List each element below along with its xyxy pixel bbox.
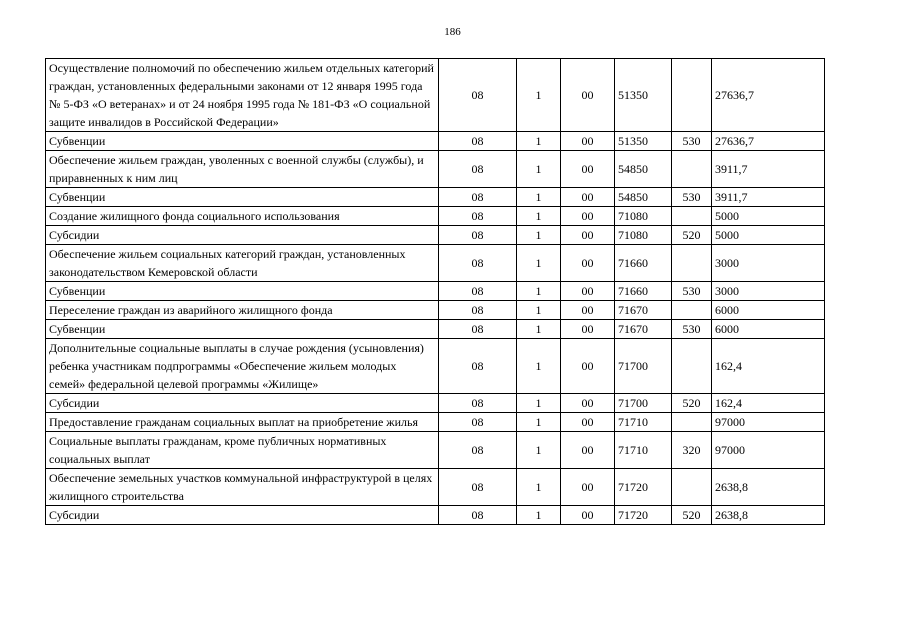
target-article-cell: 71720 <box>615 506 672 525</box>
podrazdel-cell: 1 <box>517 245 561 282</box>
podrazdel-cell: 1 <box>517 132 561 151</box>
razdel-cell: 08 <box>439 469 517 506</box>
podrazdel-cell: 1 <box>517 59 561 132</box>
expense-type-cell: 530 <box>672 320 712 339</box>
razdel-cell: 08 <box>439 188 517 207</box>
program-code-cell: 00 <box>561 506 615 525</box>
podrazdel-cell: 1 <box>517 339 561 394</box>
target-article-cell: 71660 <box>615 245 672 282</box>
podrazdel-cell: 1 <box>517 394 561 413</box>
podrazdel-cell: 1 <box>517 506 561 525</box>
razdel-cell: 08 <box>439 320 517 339</box>
expense-type-cell: 530 <box>672 188 712 207</box>
expense-type-cell <box>672 469 712 506</box>
row-name-cell: Переселение граждан из аварийного жилищного фонда <box>46 301 439 320</box>
podrazdel-cell: 1 <box>517 320 561 339</box>
program-code-cell: 00 <box>561 132 615 151</box>
budget-table-body <box>46 59 825 525</box>
amount-cell: 162,4 <box>712 394 825 413</box>
program-code-cell: 00 <box>561 432 615 469</box>
table-row <box>46 301 825 320</box>
table-row <box>46 339 825 394</box>
amount-cell: 2638,8 <box>712 469 825 506</box>
expense-type-cell: 520 <box>672 394 712 413</box>
razdel-cell: 08 <box>439 245 517 282</box>
amount-cell: 3000 <box>712 282 825 301</box>
program-code-cell: 00 <box>561 245 615 282</box>
target-article-cell: 71080 <box>615 207 672 226</box>
target-article-cell: 71710 <box>615 432 672 469</box>
target-article-cell: 71670 <box>615 301 672 320</box>
page-number: 186 <box>444 26 461 38</box>
row-name-cell: Обеспечение земельных участков коммунальной инфраструктурой в целях жилищного строительства <box>46 469 439 506</box>
amount-cell: 5000 <box>712 226 825 245</box>
table-row <box>46 432 825 469</box>
program-code-cell: 00 <box>561 394 615 413</box>
razdel-cell: 08 <box>439 226 517 245</box>
expense-type-cell: 530 <box>672 132 712 151</box>
podrazdel-cell: 1 <box>517 282 561 301</box>
table-row <box>46 226 825 245</box>
table-row <box>46 413 825 432</box>
target-article-cell: 71660 <box>615 282 672 301</box>
target-article-cell: 54850 <box>615 188 672 207</box>
table-row <box>46 282 825 301</box>
program-code-cell: 00 <box>561 151 615 188</box>
row-name-cell: Субсидии <box>46 394 439 413</box>
expense-type-cell <box>672 207 712 226</box>
program-code-cell: 00 <box>561 339 615 394</box>
amount-cell: 97000 <box>712 432 825 469</box>
program-code-cell: 00 <box>561 226 615 245</box>
table-row <box>46 320 825 339</box>
row-name-cell: Субвенции <box>46 320 439 339</box>
target-article-cell: 71710 <box>615 413 672 432</box>
program-code-cell: 00 <box>561 320 615 339</box>
razdel-cell: 08 <box>439 432 517 469</box>
row-name-cell: Осуществление полномочий по обеспечению жильем отдельных категорий граждан, установленных федеральными законами от 12 января 1995 года № 5-ФЗ «О ветеранах» и от 24 ноября 1995 года № 181-ФЗ «О социальной защите инвалидов в Российской Федерации» <box>46 59 439 132</box>
row-name-cell: Обеспечение жильем социальных категорий граждан, установленных законодательством Кемеровской области <box>46 245 439 282</box>
row-name-cell: Обеспечение жильем граждан, уволенных с военной службы (службы), и приравненных к ним лиц <box>46 151 439 188</box>
expense-type-cell <box>672 245 712 282</box>
target-article-cell: 71700 <box>615 339 672 394</box>
table-row <box>46 59 825 132</box>
target-article-cell: 71080 <box>615 226 672 245</box>
table-row <box>46 151 825 188</box>
amount-cell: 6000 <box>712 320 825 339</box>
row-name-cell: Субсидии <box>46 226 439 245</box>
expense-type-cell <box>672 413 712 432</box>
table-row <box>46 469 825 506</box>
target-article-cell: 71720 <box>615 469 672 506</box>
target-article-cell: 51350 <box>615 132 672 151</box>
razdel-cell: 08 <box>439 506 517 525</box>
podrazdel-cell: 1 <box>517 413 561 432</box>
razdel-cell: 08 <box>439 282 517 301</box>
target-article-cell: 51350 <box>615 59 672 132</box>
table-row <box>46 394 825 413</box>
row-name-cell: Дополнительные социальные выплаты в случае рождения (усыновления) ребенка участникам подпрограммы «Обеспечение жильем молодых семей» федеральной целевой программы «Жилище» <box>46 339 439 394</box>
budget-table <box>45 58 825 525</box>
program-code-cell: 00 <box>561 413 615 432</box>
table-row <box>46 506 825 525</box>
row-name-cell: Субсидии <box>46 506 439 525</box>
razdel-cell: 08 <box>439 207 517 226</box>
razdel-cell: 08 <box>439 339 517 394</box>
expense-type-cell: 520 <box>672 506 712 525</box>
amount-cell: 97000 <box>712 413 825 432</box>
expense-type-cell <box>672 59 712 132</box>
program-code-cell: 00 <box>561 301 615 320</box>
program-code-cell: 00 <box>561 188 615 207</box>
program-code-cell: 00 <box>561 469 615 506</box>
podrazdel-cell: 1 <box>517 226 561 245</box>
program-code-cell: 00 <box>561 282 615 301</box>
expense-type-cell: 530 <box>672 282 712 301</box>
razdel-cell: 08 <box>439 132 517 151</box>
podrazdel-cell: 1 <box>517 432 561 469</box>
razdel-cell: 08 <box>439 59 517 132</box>
row-name-cell: Субвенции <box>46 188 439 207</box>
row-name-cell: Создание жилищного фонда социального использования <box>46 207 439 226</box>
amount-cell: 6000 <box>712 301 825 320</box>
razdel-cell: 08 <box>439 394 517 413</box>
amount-cell: 162,4 <box>712 339 825 394</box>
razdel-cell: 08 <box>439 301 517 320</box>
amount-cell: 5000 <box>712 207 825 226</box>
expense-type-cell: 320 <box>672 432 712 469</box>
podrazdel-cell: 1 <box>517 301 561 320</box>
razdel-cell: 08 <box>439 151 517 188</box>
program-code-cell: 00 <box>561 207 615 226</box>
table-row <box>46 245 825 282</box>
podrazdel-cell: 1 <box>517 151 561 188</box>
table-row <box>46 188 825 207</box>
row-name-cell: Социальные выплаты гражданам, кроме публичных нормативных социальных выплат <box>46 432 439 469</box>
program-code-cell: 00 <box>561 59 615 132</box>
podrazdel-cell: 1 <box>517 469 561 506</box>
amount-cell: 27636,7 <box>712 132 825 151</box>
amount-cell: 27636,7 <box>712 59 825 132</box>
amount-cell: 3911,7 <box>712 151 825 188</box>
table-row <box>46 132 825 151</box>
podrazdel-cell: 1 <box>517 207 561 226</box>
amount-cell: 3911,7 <box>712 188 825 207</box>
amount-cell: 3000 <box>712 245 825 282</box>
target-article-cell: 71670 <box>615 320 672 339</box>
expense-type-cell <box>672 151 712 188</box>
target-article-cell: 54850 <box>615 151 672 188</box>
expense-type-cell <box>672 339 712 394</box>
row-name-cell: Предоставление гражданам социальных выплат на приобретение жилья <box>46 413 439 432</box>
table-row <box>46 207 825 226</box>
row-name-cell: Субвенции <box>46 282 439 301</box>
expense-type-cell: 520 <box>672 226 712 245</box>
amount-cell: 2638,8 <box>712 506 825 525</box>
podrazdel-cell: 1 <box>517 188 561 207</box>
target-article-cell: 71700 <box>615 394 672 413</box>
row-name-cell: Субвенции <box>46 132 439 151</box>
expense-type-cell <box>672 301 712 320</box>
razdel-cell: 08 <box>439 413 517 432</box>
